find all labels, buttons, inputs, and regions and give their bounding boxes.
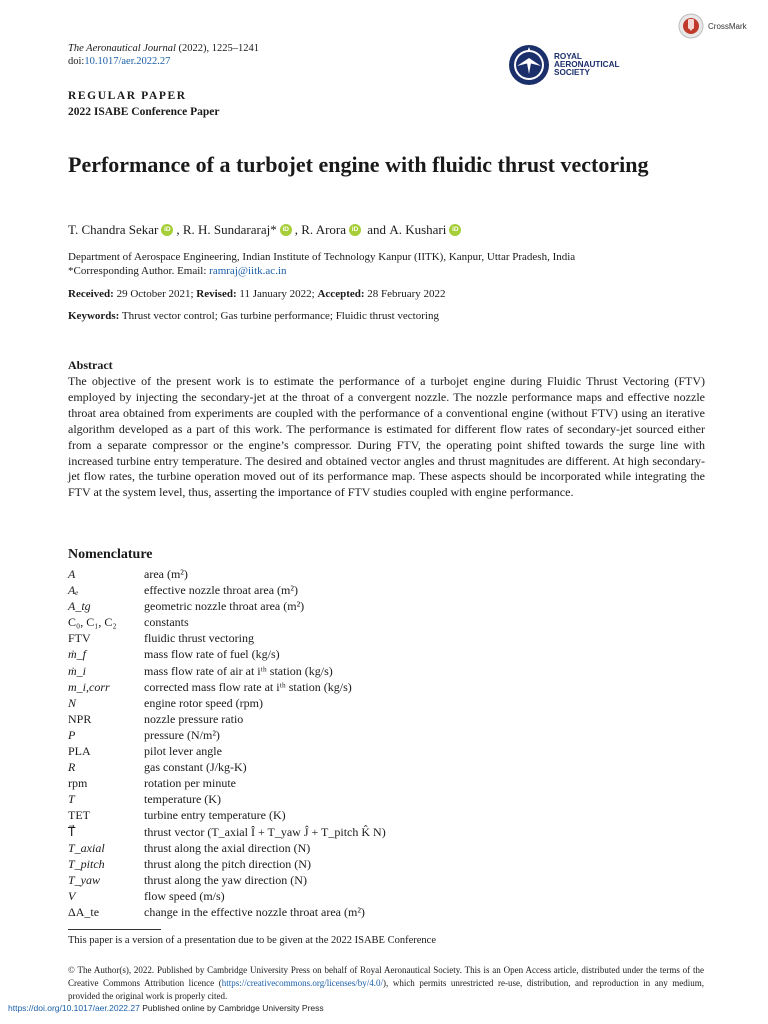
nomenclature-symbol: R <box>68 760 76 775</box>
society-emblem-icon <box>508 44 550 86</box>
doi-link[interactable]: 10.1017/aer.2022.27 <box>84 56 171 67</box>
nomenclature-row <box>68 743 386 759</box>
nomenclature-row <box>68 614 386 630</box>
doi-prefix: doi: <box>68 56 85 67</box>
nomenclature-list <box>68 566 386 920</box>
nomenclature-row <box>68 727 386 743</box>
footnote-divider <box>68 929 161 930</box>
license-text-end: ), which permits unrestricted re-use, distribution, and reproduction in any medium, provided the original work is properly cited. <box>68 978 704 1001</box>
bottom-bar <box>8 1003 324 1013</box>
paper-type: REGULAR PAPER <box>68 90 187 102</box>
orcid-icon[interactable]: iD <box>349 224 361 236</box>
received-label: Received: <box>68 288 114 300</box>
nomenclature-definition: thrust vector (T_axial Î + T_yaw Ĵ + T_pitch K̂ N) <box>144 824 386 839</box>
nomenclature-definition: pressure (N/m²) <box>144 727 220 742</box>
nomenclature-definition: area (m²) <box>144 567 188 581</box>
nomenclature-row <box>68 904 386 920</box>
nomenclature-definition: mass flow rate of air at iᵗʰ station (kg/s) <box>144 663 333 678</box>
nomenclature-definition: pilot lever angle <box>144 744 222 759</box>
license-notice <box>68 964 704 1003</box>
nomenclature-definition: mass flow rate of fuel (kg/s) <box>144 647 280 662</box>
nomenclature-row <box>68 566 386 582</box>
accepted-date: 28 February 2022 <box>364 288 446 300</box>
nomenclature-symbol: TET <box>68 808 90 823</box>
published-note: Published online by Cambridge University Press <box>139 1003 324 1013</box>
nomenclature-definition: flow speed (m/s) <box>144 888 225 903</box>
nomenclature-symbol: m_i,corr <box>68 679 110 694</box>
society-logo <box>508 44 620 86</box>
orcid-icon[interactable]: iD <box>449 224 461 236</box>
corresponding-label: *Corresponding Author. Email: <box>68 264 210 277</box>
doi-url-link[interactable]: https://doi.org/10.1017/aer.2022.27 <box>8 1003 140 1013</box>
nomenclature-symbol: ṁ_f <box>68 647 86 662</box>
affiliation: Department of Aerospace Engineering, Indian Institute of Technology Kanpur (IITK), Kanpur, Uttar Pradesh, India <box>68 251 576 263</box>
nomenclature-row <box>68 759 386 775</box>
nomenclature-definition: fluidic thrust vectoring <box>144 631 254 646</box>
nomenclature-row <box>68 840 386 856</box>
crossmark-badge[interactable] <box>678 13 747 39</box>
nomenclature-symbol: V <box>68 888 76 903</box>
nomenclature-row <box>68 856 386 872</box>
author-list <box>68 222 464 238</box>
keywords-label: Keywords: <box>68 310 120 322</box>
nomenclature-definition: rotation per minute <box>144 776 236 791</box>
nomenclature-definition: effective nozzle throat area (m²) <box>144 583 298 598</box>
nomenclature-symbol: Aₑ <box>68 583 79 598</box>
nomenclature-row <box>68 582 386 598</box>
nomenclature-row <box>68 679 386 695</box>
abstract-text: The objective of the present work is to estimate the performance of a turbojet engine during Fluidic Thrust Vectoring (FTV) employed by injecting the secondary-jet at the throat of a convergent nozzle. The nozzle performance maps and effective nozzle throat area obtained from experiments are coupled with the performance of a conventional engine (without FTV) using an iterative algorithm developed as a part of this work. The performance is estimated for different flow rates of secondary-jet sourced either from a separate compressor or the engine’s compressor. During FTV, the operating point shifted towards the surge line with increased turbine entry temperature. The desired and obtained vector angles and thrust magnitudes are different. At high secondary-jet flow rates, the turbine operation moved out of its performance map. These aspects should be incorporated while integrating the FTV at the system level, thus, asserting the importance of FTV studies coupled with engine performance. <box>68 374 705 500</box>
license-text: © The Author(s), 2022. Published by Cambridge University Press on behalf of Royal Aeronautical Society. This is an Open Access article, distributed under the terms of the Creative Commons Attribution licence ( <box>68 965 704 988</box>
nomenclature-symbol: T⃗ <box>68 824 76 839</box>
nomenclature-definition: thrust along the yaw direction (N) <box>144 872 307 887</box>
society-line-1: ROYAL <box>554 51 582 61</box>
journal-meta: (2022), 1225–1241 <box>175 43 260 54</box>
author-separator: and <box>364 222 390 237</box>
society-line-2: AERONAUTICAL <box>554 59 620 69</box>
nomenclature-row <box>68 695 386 711</box>
accepted-label: Accepted: <box>317 288 365 300</box>
author-separator: , <box>176 222 183 237</box>
nomenclature-definition: nozzle pressure ratio <box>144 711 244 726</box>
keywords <box>68 310 439 322</box>
author-name: A. Kushari <box>389 222 447 237</box>
nomenclature-definition: turbine entry temperature (K) <box>144 808 286 823</box>
nomenclature-row <box>68 775 386 791</box>
article-dates <box>68 288 446 300</box>
nomenclature-symbol: T_axial <box>68 840 105 855</box>
nomenclature-symbol: ΔA_te <box>68 904 100 919</box>
nomenclature-symbol: N <box>68 695 77 710</box>
nomenclature-symbol: rpm <box>68 776 88 791</box>
nomenclature-symbol: A <box>68 567 76 581</box>
nomenclature-row <box>68 646 386 662</box>
abstract-heading: Abstract <box>68 358 113 372</box>
nomenclature-definition: constants <box>144 615 189 630</box>
nomenclature-row <box>68 791 386 807</box>
crossmark-icon <box>678 13 704 39</box>
author-name: T. Chandra Sekar <box>68 222 159 237</box>
author-name: R. H. Sundararaj* <box>182 222 277 237</box>
journal-name: The Aeronautical Journal <box>68 43 176 54</box>
nomenclature-row <box>68 711 386 727</box>
footnote: This paper is a version of a presentation due to be given at the 2022 ISABE Conference <box>68 935 436 946</box>
email-link[interactable]: ramraj@iitk.ac.in <box>209 264 287 277</box>
nomenclature-heading: Nomenclature <box>68 547 153 562</box>
nomenclature-definition: corrected mass flow rate at iᵗʰ station (kg/s) <box>144 679 352 694</box>
nomenclature-symbol: C₀, C₁, C₂ <box>68 615 117 630</box>
nomenclature-row <box>68 598 386 614</box>
nomenclature-symbol: PLA <box>68 744 91 759</box>
nomenclature-definition: engine rotor speed (rpm) <box>144 695 263 710</box>
paper-title: Performance of a turbojet engine with fluidic thrust vectoring <box>68 152 649 177</box>
author-name: R. Arora <box>301 222 347 237</box>
nomenclature-definition: gas constant (J/kg-K) <box>144 760 247 775</box>
orcid-icon[interactable]: iD <box>280 224 292 236</box>
license-link[interactable]: https://creativecommons.org/licenses/by/4.0/ <box>221 978 384 988</box>
nomenclature-row <box>68 888 386 904</box>
conference-label: 2022 ISABE Conference Paper <box>68 106 220 118</box>
nomenclature-definition: geometric nozzle throat area (m²) <box>144 599 305 614</box>
journal-citation <box>68 42 259 68</box>
orcid-icon[interactable]: iD <box>161 224 173 236</box>
nomenclature-symbol: ṁ_i <box>68 663 86 678</box>
author-separator: , <box>294 222 302 237</box>
nomenclature-row <box>68 872 386 888</box>
crossmark-label: CrossMark <box>708 21 747 31</box>
society-line-3: SOCIETY <box>554 68 590 78</box>
nomenclature-symbol: T_yaw <box>68 872 101 887</box>
nomenclature-row <box>68 630 386 646</box>
nomenclature-symbol: FTV <box>68 631 91 646</box>
affiliation-block <box>68 251 575 278</box>
nomenclature-symbol: T <box>68 792 75 807</box>
nomenclature-symbol: NPR <box>68 711 92 726</box>
nomenclature-symbol: P <box>68 727 76 742</box>
nomenclature-row <box>68 824 386 840</box>
revised-date: 11 January 2022; <box>236 288 318 300</box>
nomenclature-symbol: A_tg <box>68 599 91 614</box>
nomenclature-symbol: T_pitch <box>68 856 105 871</box>
nomenclature-definition: thrust along the axial direction (N) <box>144 840 311 855</box>
received-date: 29 October 2021; <box>113 288 197 300</box>
nomenclature-row <box>68 663 386 679</box>
nomenclature-definition: thrust along the pitch direction (N) <box>144 856 311 871</box>
nomenclature-row <box>68 807 386 823</box>
nomenclature-definition: temperature (K) <box>144 792 221 807</box>
keywords-value: Thrust vector control; Gas turbine performance; Fluidic thrust vectoring <box>119 310 439 322</box>
nomenclature-definition: change in the effective nozzle throat area (m²) <box>144 904 365 919</box>
revised-label: Revised: <box>196 288 237 300</box>
